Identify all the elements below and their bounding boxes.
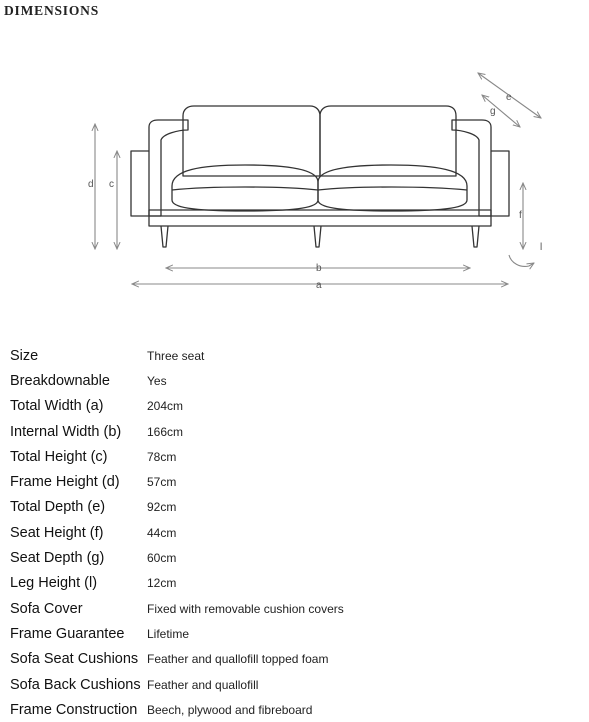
spec-row — [10, 571, 580, 596]
dim-label-l: l — [540, 242, 543, 253]
spec-label: Sofa Back Cushions — [10, 676, 141, 693]
spec-label: Sofa Cover — [10, 600, 83, 617]
spec-value: Yes — [147, 373, 167, 388]
spec-row — [10, 647, 580, 672]
spec-label: Frame Height (d) — [10, 474, 120, 491]
spec-row — [10, 672, 580, 697]
dim-label-c: c — [109, 179, 114, 190]
dim-label-e: e — [506, 92, 512, 103]
dim-label-b: b — [316, 263, 322, 274]
dim-label-d: d — [88, 179, 94, 190]
spec-row — [10, 495, 580, 520]
spec-value: Feather and quallofill topped foam — [147, 652, 329, 667]
spec-value: Three seat — [147, 348, 205, 363]
dim-label-a: a — [316, 280, 322, 291]
spec-label: Total Width (a) — [10, 398, 104, 415]
spec-value: 204cm — [147, 399, 184, 414]
sofa-illustration — [131, 106, 509, 247]
spec-row — [10, 697, 580, 722]
spec-label: Total Depth (e) — [10, 499, 106, 516]
spec-row — [10, 469, 580, 494]
spec-value: Lifetime — [147, 626, 190, 641]
spec-value: 60cm — [147, 551, 177, 566]
spec-value: Beech, plywood and fibreboard — [147, 702, 313, 717]
spec-label: Frame Guarantee — [10, 625, 125, 642]
spec-label: Size — [10, 347, 39, 364]
dim-label-g: g — [490, 106, 496, 117]
spec-value: 166cm — [147, 424, 184, 439]
spec-label: Total Height (c) — [10, 448, 108, 465]
spec-row — [10, 419, 580, 444]
spec-label: Leg Height (l) — [10, 575, 98, 592]
spec-label: Seat Depth (g) — [10, 550, 105, 567]
spec-row — [10, 368, 580, 393]
spec-value: 92cm — [147, 500, 177, 515]
spec-value: 12cm — [147, 576, 177, 591]
spec-row — [10, 520, 580, 545]
spec-row — [10, 444, 580, 469]
section-heading: DIMENSIONS — [4, 3, 100, 18]
spec-row — [10, 545, 580, 570]
spec-label: Internal Width (b) — [10, 423, 122, 440]
specifications-table — [10, 343, 580, 722]
spec-label: Seat Height (f) — [10, 524, 104, 541]
spec-value: 44cm — [147, 525, 177, 540]
spec-value: 57cm — [147, 475, 177, 490]
spec-label: Breakdownable — [10, 372, 110, 389]
spec-label: Frame Construction — [10, 701, 138, 718]
spec-value: Feather and quallofill — [147, 677, 259, 692]
spec-row — [10, 596, 580, 621]
spec-row — [10, 343, 580, 368]
spec-row — [10, 621, 580, 646]
dim-label-f: f — [519, 210, 522, 221]
sofa-dimension-diagram — [0, 0, 589, 330]
spec-value: Fixed with removable cushion covers — [147, 601, 344, 616]
spec-row — [10, 394, 580, 419]
spec-label: Sofa Seat Cushions — [10, 651, 139, 668]
spec-value: 78cm — [147, 449, 177, 464]
